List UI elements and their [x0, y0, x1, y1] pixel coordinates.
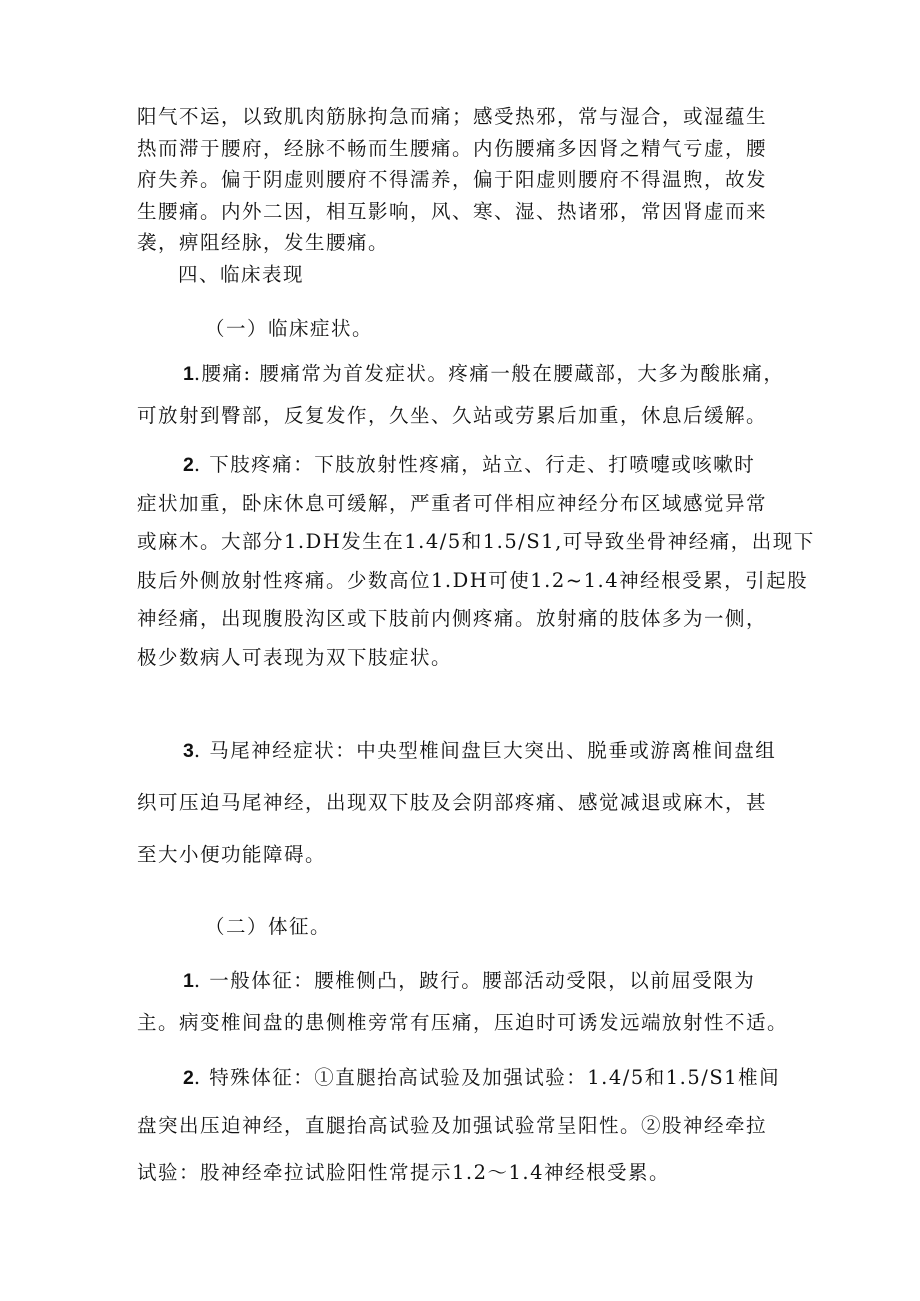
symptom-item-low-back-pain [137, 353, 797, 437]
item-text: 织可压迫马尾神经，出现双下肢及会阴部疼痛、感觉减退或麻木，甚 [137, 791, 768, 814]
item-text: 神经痛，出现腹股沟区或下肢前内侧疼痛。放射痛的肢体多为一侧， [137, 607, 768, 631]
intro-line: 府失养。偏于阴虚则腰府不得濡养，偏于阳虚则腰府不得温煦，故发 [137, 168, 768, 191]
sign-item-special [137, 1054, 797, 1196]
subsection-heading-symptoms: （一）临床症状。 [205, 317, 374, 340]
item-text: .腰痛: 腰痛常为首发症状。疼痛一般在腰蔵部，大多为酸胀痛， [193, 362, 785, 385]
intro-line: 袭，痹阻经脉，发生腰痛。 [137, 231, 390, 254]
item-text: 极少数病人可表现为双下肢症状。 [137, 645, 453, 669]
item-text: . 马尾神经症状：中央型椎间盘巨大突出、脱垂或游离椎间盘组 [193, 739, 777, 762]
item-text: 至大小便功能障碍。 [137, 843, 327, 866]
intro-line: 生腰痛。内外二因，相互影响，风、寒、湿、热诸邪，常因肾虚而来 [137, 199, 768, 223]
item-text: . 下肢疼痛：下肢放射性疼痛，站立、行走、打喷嚏或咳嗽时 [193, 453, 756, 476]
intro-line: 热而滞于腰府，经脉不畅而生腰痛。内伤腰痛多因肾之精气亏虚，腰 [137, 136, 768, 160]
item-text: 主。病变椎间盘的患侧椎旁常有压痛，压迫时可诱发远端放射性不适。 [137, 1011, 789, 1034]
item-text: 肢后外侧放射性疼痛。少数高位1.DH可使1.2~1.4神经根受累，引起股 [137, 568, 809, 592]
item-text: 试验：股神经牵拉试脸阳性常提示1.2～1.4神经根受累。 [137, 1161, 671, 1184]
intro-paragraph [137, 101, 797, 259]
item-text: . 一般体征：腰椎侧凸，跛行。腰部活动受限，以前屈受限为 [193, 969, 756, 992]
symptom-item-cauda-equina [137, 725, 797, 881]
section-heading-clinical-manifestations: 四、临床表现 [178, 263, 305, 286]
item-text: 或麻木。大部分1.DH发生在1.4/5和1.5/S1,可导致坐骨神经痛，出现下 [137, 530, 815, 554]
item-number: 1 [183, 363, 194, 385]
subsection-heading-signs: （二）体征。 [205, 915, 332, 938]
symptom-item-lower-limb-pain [137, 446, 815, 678]
item-number: 2 [183, 454, 194, 476]
item-number: 3 [183, 740, 194, 762]
item-text: 盘突出压迫神经，直腿抬高试验及加强试验常呈阳性。②股神经牵拉 [137, 1114, 768, 1137]
item-text: 症状加重，卧床休息可缓解，严重者可伴相应神经分布区域感觉异常 [137, 491, 768, 515]
item-text: 可放射到臀部，反复发作，久坐、久站或劳累后加重，休息后缓解。 [137, 404, 768, 427]
item-number: 2 [183, 1067, 194, 1089]
item-number: 1 [183, 970, 194, 992]
intro-line: 阳气不运，以致肌肉筋脉拘急而痛；感受热邪，常与湿合，或湿蕴生 [137, 105, 768, 128]
item-text: . 特殊体征：①直腿抬高试验及加强试验：1.4/5和1.5/S1椎间 [193, 1066, 781, 1089]
sign-item-general [137, 960, 797, 1044]
